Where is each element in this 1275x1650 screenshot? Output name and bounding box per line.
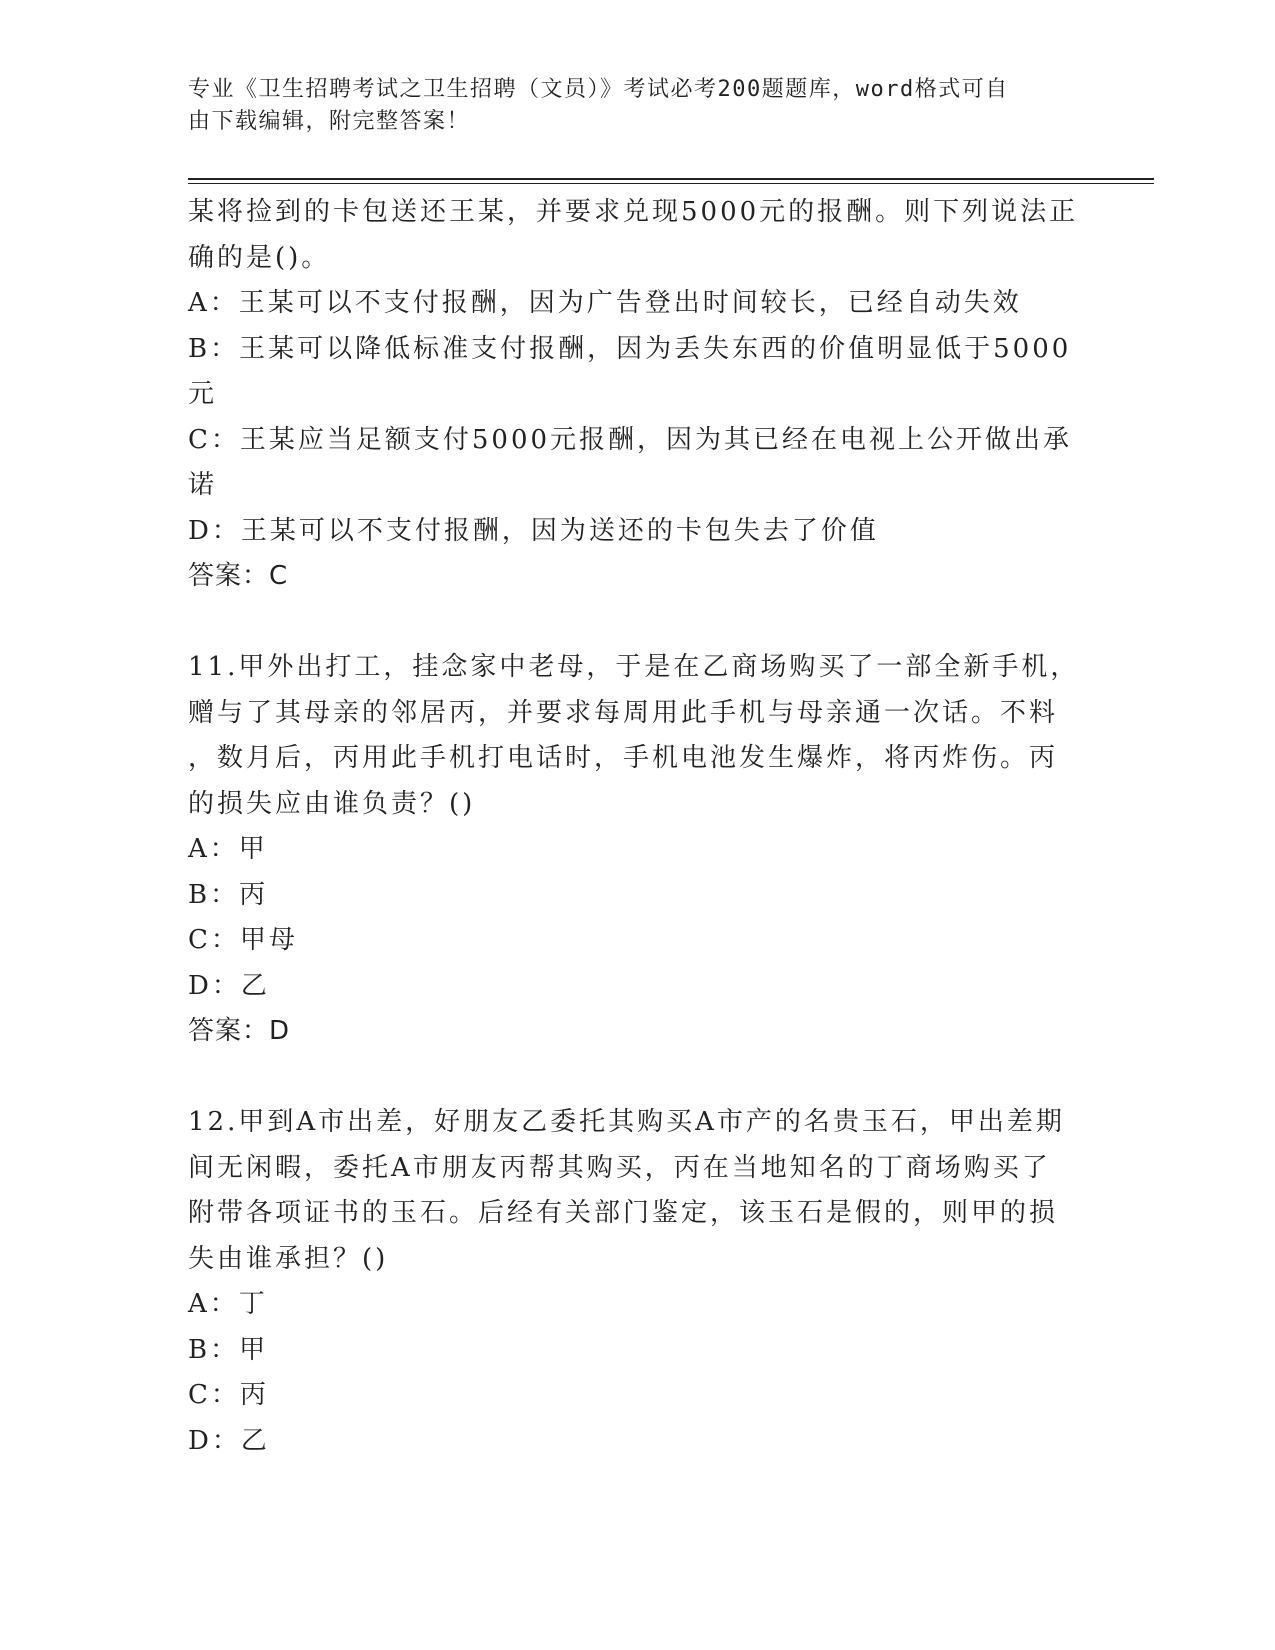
option-b: B：丙 bbox=[188, 879, 269, 910]
option-d: D：乙 bbox=[188, 970, 270, 1001]
option-b-continued: 元 bbox=[188, 379, 218, 409]
answer-line: 答案：D bbox=[188, 1016, 291, 1046]
answer-line: 答案：C bbox=[188, 561, 289, 591]
question-11 bbox=[188, 645, 1088, 1055]
header-rule bbox=[188, 178, 1154, 180]
question-list bbox=[188, 190, 1088, 1464]
option-a: A：丁 bbox=[188, 1289, 268, 1319]
option-c: C：王某应当足额支付5000元报酬，因为其已经在电视上公开做出承 bbox=[188, 424, 1073, 455]
option-c-continued: 诺 bbox=[188, 470, 218, 500]
spacer bbox=[188, 1055, 1088, 1101]
question-stem-line: 的损失应由谁负责？() bbox=[188, 788, 476, 819]
question-12 bbox=[188, 1100, 1088, 1464]
question-stem-line: 12.甲到A市出差，好朋友乙委托其购买A市产的名贵玉石，甲出差期 bbox=[188, 1107, 1065, 1137]
header-line: 由下载编辑，附完整答案！ bbox=[188, 109, 471, 134]
question-stem-line: 赠与了其母亲的邻居丙，并要求每周用此手机与母亲通一次话。不料 bbox=[188, 697, 1059, 728]
option-a: A：王某可以不支付报酬，因为广告登出时间较长，已经自动失效 bbox=[188, 288, 1022, 318]
option-c: C：甲母 bbox=[188, 925, 298, 955]
document-header bbox=[188, 74, 1068, 138]
option-d: D：乙 bbox=[188, 1425, 270, 1456]
question-stem-line: 失由谁承担？() bbox=[188, 1243, 389, 1274]
header-rule-thin bbox=[188, 183, 1154, 184]
header-line: 专业《卫生招聘考试之卫生招聘（文员）》考试必考200题题库，word格式可自 bbox=[188, 77, 1009, 102]
option-c: C：丙 bbox=[188, 1380, 269, 1410]
option-d: D：王某可以不支付报酬，因为送还的卡包失去了价值 bbox=[188, 515, 879, 546]
option-a: A：甲 bbox=[188, 834, 268, 864]
question-10 bbox=[188, 190, 1088, 600]
option-b: B：甲 bbox=[188, 1334, 269, 1365]
question-stem-line: 附带各项证书的玉石。后经有关部门鉴定，该玉石是假的，则甲的损 bbox=[188, 1198, 1059, 1228]
question-stem-line: 某将捡到的卡包送还王某，并要求兑现5000元的报酬。则下列说法正 bbox=[188, 197, 1079, 227]
question-stem-line: 确的是()。 bbox=[188, 242, 331, 273]
question-stem-line: ，数月后，丙用此手机打电话时，手机电池发生爆炸，将丙炸伤。丙 bbox=[188, 743, 1059, 773]
question-stem-line: 间无闲暇，委托A市朋友丙帮其购买，丙在当地知名的丁商场购买了 bbox=[188, 1152, 1051, 1183]
spacer bbox=[188, 600, 1088, 646]
option-b: B：王某可以降低标准支付报酬，因为丢失东西的价值明显低于5000 bbox=[188, 333, 1072, 364]
question-stem-line: 11.甲外出打工，挂念家中老母，于是在乙商场购买了一部全新手机， bbox=[188, 652, 1080, 682]
